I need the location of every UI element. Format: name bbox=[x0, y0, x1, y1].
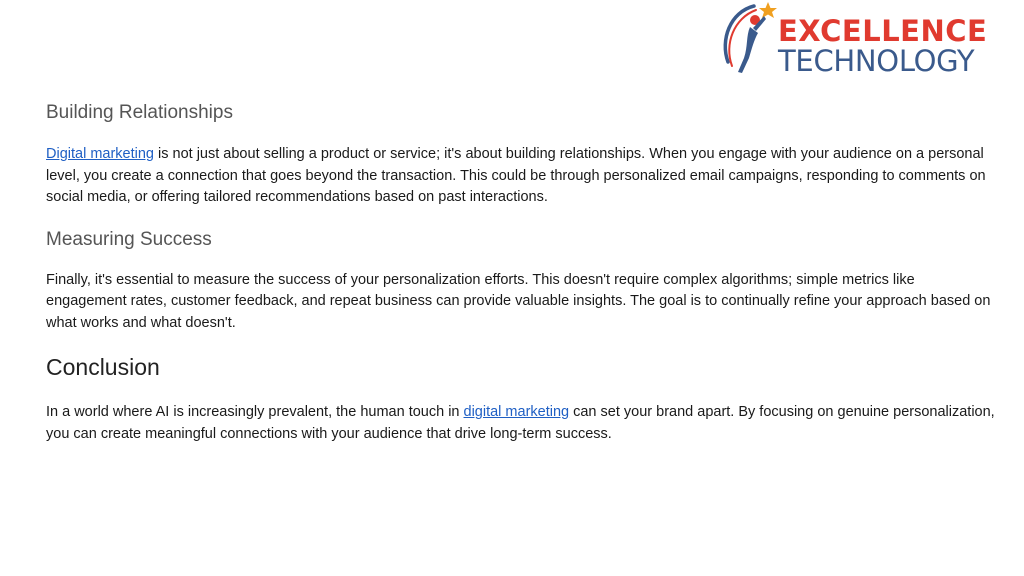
paragraph-measuring-success: Finally, it's essential to measure the success of your personalization efforts. This doesn't require complex algorithms; simple metrics like engagement rates, customer feedback, and repeat business can provide valuable insights. The goal is to continually refine your approach based on what works and what doesn't. bbox=[46, 271, 991, 331]
heading-measuring-success: Measuring Success bbox=[46, 228, 212, 250]
paragraph-text: can set your brand apart. By focusing on genuine personalization, you can create meaningful connections with your audience that drive long-term success. bbox=[46, 404, 995, 442]
logo-line-excellence: EXCELLENCE bbox=[778, 14, 988, 48]
heading-building-relationships: Building Relationships bbox=[46, 102, 233, 123]
paragraph-text: is not just about selling a product or service; it's about building relationships. When you engage with your audience on a personal level, you create a connection that goes beyond the transaction. This could be through personalized email campaigns, responding to comments on social media, or offering tailored recommendations based on past interactions. bbox=[46, 146, 986, 205]
logo-text bbox=[778, 14, 988, 78]
logo-mark-icon bbox=[720, 0, 780, 80]
paragraph-conclusion bbox=[46, 402, 996, 445]
digital-marketing-link[interactable]: digital marketing bbox=[463, 404, 570, 420]
paragraph-building-relationships bbox=[46, 144, 996, 209]
digital-marketing-link[interactable]: Digital marketing bbox=[46, 146, 154, 162]
logo bbox=[720, 0, 1000, 80]
article-content bbox=[46, 100, 996, 445]
logo-line-technology: TECHNOLOGY bbox=[778, 44, 975, 78]
paragraph-text: In a world where AI is increasingly prevalent, the human touch in bbox=[46, 404, 464, 420]
heading-conclusion: Conclusion bbox=[46, 354, 160, 380]
